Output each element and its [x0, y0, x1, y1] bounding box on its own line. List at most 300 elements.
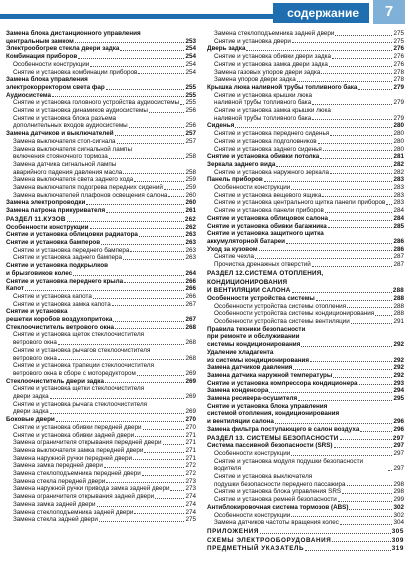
toc-page-number: 254 [185, 45, 196, 53]
toc-entry [207, 122, 404, 130]
toc-entry [207, 246, 404, 254]
toc-page-number: 276 [393, 60, 404, 68]
dot-leader [333, 377, 392, 378]
dot-leader [50, 398, 185, 399]
toc-entry-title: двери задка [13, 393, 49, 401]
toc-entry-title: Замена фильтра поступающего в салон воздуха [207, 425, 360, 433]
toc-entry-title: Снятие и установка переднего крыла [6, 277, 124, 285]
toc-entry [207, 215, 404, 223]
dot-leader [322, 196, 392, 197]
toc-entry-title: Замена выключателя подогрева передних сидений [13, 184, 163, 192]
toc-entry-title: Замена наружной ручки привода замка задней двери [13, 485, 170, 493]
dot-leader [298, 400, 392, 401]
toc-entry-title: Замена замка задней двери [13, 500, 96, 508]
toc-entry-title: Антиблокировочная система тормозов (ABS) [207, 503, 349, 511]
toc-entry-title: ветрового окна [13, 339, 57, 347]
dot-leader [328, 227, 393, 228]
dot-leader [56, 421, 185, 422]
toc-page-number: 297 [393, 442, 404, 450]
toc-entry-title: РАЗДЕЛ 13. СИСТЕМЫ БЕЗОПАСНОСТИ [207, 434, 339, 442]
toc-entry-title: Снятие чехла [214, 253, 255, 261]
toc-page-number: 255 [185, 83, 196, 91]
dot-leader [312, 104, 392, 105]
toc-entry [6, 138, 196, 146]
toc-entry [6, 207, 196, 215]
dot-leader [330, 173, 392, 174]
dot-leader [143, 429, 185, 430]
toc-entry [207, 364, 404, 372]
dot-leader [120, 50, 184, 51]
toc-page-number: 275 [185, 516, 196, 524]
dot-leader [260, 533, 391, 534]
toc-entry [207, 537, 404, 545]
toc-page-number: 271 [185, 431, 196, 439]
toc-entry [6, 53, 196, 61]
toc-entry-title: Дверь задка [207, 45, 246, 53]
toc-page-number: 259 [185, 184, 196, 192]
toc-entry-title: Снятие и установка щетки стеклоочистителя [13, 385, 145, 393]
toc-entry [6, 308, 196, 316]
dot-leader [292, 292, 392, 293]
dot-leader [115, 135, 185, 136]
toc-entry [6, 378, 196, 386]
toc-entry-title: Особенности конструкции [6, 223, 89, 231]
toc-entry-title: Снятие и установка блока управления SRS [214, 488, 342, 496]
toc-page-number: 284 [393, 207, 404, 215]
toc-entry-title: Замена стекла передней двери [13, 477, 106, 485]
toc-entry [207, 270, 404, 278]
dot-leader [170, 490, 184, 491]
toc-entry-title: Снятие и установка головного устройства аудиосистемы [13, 99, 180, 107]
toc-entry-title: наливной трубы топливного бака [214, 99, 312, 107]
toc-entry-title: Снятие и установка модуля подушки безопасности водителя [214, 457, 364, 473]
dot-leader [264, 181, 393, 182]
toc-entry-title: Замена ресивера-осушителя [207, 395, 298, 403]
toc-entry-title: Комбинация приборов [6, 53, 78, 61]
page-header [0, 0, 409, 24]
toc-entry [6, 493, 196, 501]
toc-entry [6, 84, 196, 92]
toc-page-number: 254 [185, 68, 196, 76]
toc-page-number: 269 [185, 369, 196, 377]
toc-entry [6, 130, 196, 138]
dot-leader [335, 35, 392, 36]
toc-page-number: 280 [393, 122, 404, 130]
toc-entry [6, 262, 196, 270]
toc-entry-title: Снятие и установка обивки передней двери [13, 423, 142, 431]
toc-page-number: 288 [392, 287, 404, 295]
toc-entry [6, 122, 196, 130]
toc-entry [6, 293, 196, 301]
dot-leader [338, 501, 393, 502]
dot-leader [235, 127, 392, 128]
toc-entry-title: Замена датчиков частоты вращения колес [214, 519, 339, 527]
toc-entry [207, 450, 404, 458]
toc-entry-title: Замена датчика сигнальной лампы [13, 160, 117, 168]
dot-leader [342, 493, 392, 494]
toc-entry-title: Снятие и установка комбинации приборов [13, 68, 138, 76]
toc-entry-title: Замена выключателя замка передней двери [13, 446, 144, 454]
toc-entry-title: Замена ограничителя открывания передней двери [13, 439, 162, 447]
toc-entry [6, 401, 196, 409]
toc-entry-title: из системы кондиционирования [207, 356, 310, 364]
toc-page-number: 282 [393, 160, 404, 168]
dot-leader [129, 127, 185, 128]
toc-page-number: 268 [185, 323, 196, 331]
toc-page-number: 292 [393, 356, 404, 364]
toc-entry [6, 408, 196, 416]
toc-entry [6, 370, 196, 378]
toc-entry [6, 115, 196, 123]
toc-entry [207, 496, 404, 504]
toc-entry [207, 61, 404, 69]
toc-page-number: 302 [393, 503, 404, 511]
toc-page-number: 260 [185, 191, 196, 199]
toc-page-number: 282 [393, 168, 404, 176]
toc-entry [207, 341, 404, 349]
dot-leader [106, 212, 184, 213]
toc-entry-title: Особенности конструкции [13, 60, 90, 68]
toc-entry-title: Капот [6, 285, 24, 293]
dot-leader [334, 447, 393, 448]
toc-entry-title: аккумуляторной батареи [207, 237, 286, 245]
toc-page-number: 269 [185, 377, 196, 385]
toc-entry-title: включения стояночного тормоза [13, 153, 108, 161]
dot-leader [155, 498, 184, 499]
toc-entry [6, 161, 196, 169]
dot-leader [329, 66, 393, 67]
toc-entry-title: решетки коробов воздухопритока [6, 316, 113, 324]
toc-entry-title: Снятие и установка рычага стеклоочистителя [13, 400, 148, 408]
toc-entry-title: Уход за кузовом [207, 245, 258, 253]
toc-page-number: 273 [185, 477, 196, 485]
toc-entry-title: Снятие и установка капота [13, 292, 92, 300]
toc-page-number: 280 [393, 137, 404, 145]
toc-page-number: 271 [185, 446, 196, 454]
page-number: 7 [373, 0, 405, 24]
toc-entry [6, 199, 196, 207]
toc-page-number: 274 [185, 500, 196, 508]
toc-entry-title: Снятие и установка центрального щитка панели приборов [214, 199, 386, 207]
toc-entry-title: Электрообогрев стекла двери задка [6, 45, 120, 53]
dot-leader [97, 506, 185, 507]
toc-entry [6, 146, 196, 154]
dot-leader [86, 204, 184, 205]
toc-page-number: 273 [185, 485, 196, 493]
toc-entry-title: Снятие и установка обивки багажника [207, 222, 327, 230]
toc-page-number: 295 [393, 395, 404, 403]
dot-leader [99, 521, 185, 522]
toc-entry-title: двери задка [13, 408, 49, 416]
dot-leader [134, 181, 184, 182]
toc-page-number: 263 [185, 231, 196, 239]
toc-entry [6, 285, 196, 293]
toc-entry [6, 45, 196, 53]
dot-leader [332, 541, 390, 542]
toc-page-number: 257 [185, 137, 196, 145]
toc-page-number: 269 [185, 408, 196, 416]
dot-leader [340, 524, 393, 525]
toc-page-number: 283 [393, 184, 404, 192]
dot-leader [286, 243, 392, 244]
toc-entry-title: Снятие и установка ремней безопасности [214, 496, 337, 504]
toc-page-number: 288 [393, 310, 404, 318]
toc-entry-title: Снятие и установка защитного щитка [207, 230, 324, 238]
toc-entry [207, 380, 404, 388]
dot-leader [75, 42, 185, 43]
toc-entry [207, 30, 404, 38]
toc-entry-title: Стеклоочиститель двери задка [6, 377, 104, 385]
toc-entry [6, 239, 196, 247]
dot-leader [305, 550, 391, 551]
toc-page-number: 283 [393, 191, 404, 199]
dot-leader [164, 189, 185, 190]
toc-entry [207, 99, 404, 107]
toc-page-number: 271 [185, 454, 196, 462]
toc-entry-title: Снятие и установка компрессора кондиционера [207, 379, 358, 387]
header-title: содержание [273, 3, 369, 23]
toc-entry-title: Снятие и установка замка двери задка [214, 60, 328, 68]
dot-leader [360, 431, 392, 432]
toc-entry-title: Замена патрона прикуривателя [6, 207, 106, 215]
toc-entry-title: Снятие и установка обивки задней двери [13, 431, 135, 439]
toc-entry-title: Особенности устройства системы вентиляции [214, 318, 350, 326]
toc-page-number: 256 [185, 122, 196, 130]
dot-leader [329, 220, 392, 221]
toc-entry-title: Снятие и установка динамиков аудиосистемы [13, 107, 148, 115]
dot-leader [351, 323, 393, 324]
dot-leader [25, 290, 184, 291]
dot-leader [104, 467, 185, 468]
toc-entry [207, 69, 404, 77]
dot-leader [246, 50, 392, 51]
toc-entry-title: наливной трубы топливного бака [214, 114, 312, 122]
toc-entry [207, 261, 404, 269]
toc-entry-title: центральным замком [6, 37, 74, 45]
toc-page-number: 268 [185, 354, 196, 362]
toc-entry-title: Замена датчиков давления [207, 364, 293, 372]
toc-entry-title: Удаление хладагента [207, 348, 274, 356]
toc-page-number: 279 [393, 99, 404, 107]
toc-entry [207, 387, 404, 395]
toc-page-number: 302 [393, 511, 404, 519]
toc-entry-title: ветрового окна в сборе с моторедуктором [13, 369, 136, 377]
toc-entry-title: Особенности конструкции [214, 449, 291, 457]
toc-entry [207, 295, 404, 303]
toc-entry [207, 519, 404, 527]
toc-entry-title: Снятие и установка заднего бампера [13, 254, 123, 262]
dot-leader [106, 482, 184, 483]
dot-leader [142, 475, 185, 476]
toc-entry-title: электрокорректором света фар [6, 83, 105, 91]
toc-entry [207, 357, 404, 365]
dot-leader [50, 413, 185, 414]
toc-page-number: 263 [185, 238, 196, 246]
toc-page-number: 279 [393, 83, 404, 91]
dot-leader [149, 112, 185, 113]
toc-entry-title: Прочистка дренажных отверстий [214, 261, 311, 269]
toc-entry-title: при ремонте и обслуживании [207, 333, 300, 341]
toc-entry [207, 287, 404, 295]
toc-entry [207, 310, 404, 318]
toc-entry-title: ПРИЛОЖЕНИЯ [207, 528, 259, 535]
dot-leader [133, 459, 184, 460]
dot-leader [101, 244, 184, 245]
toc-entry [6, 324, 196, 332]
toc-entry [207, 223, 404, 231]
dot-leader [359, 384, 393, 385]
toc-page-number: 297 [393, 449, 404, 457]
toc-entry-title: и брызговиков колес [6, 269, 73, 277]
toc-entry-title: подушки безопасности переднего пассажира [214, 480, 346, 488]
toc-entry [6, 216, 196, 224]
dot-leader [117, 143, 185, 144]
toc-entry-title: Замена выключателя стоп-сигнала [13, 137, 116, 145]
toc-entry-title: Снятие и установка двери [214, 37, 291, 45]
toc-entry [6, 462, 196, 470]
toc-entry-title: Замена датчика наружной температуры [207, 371, 333, 379]
toc-entry [207, 53, 404, 61]
dot-leader [73, 275, 184, 276]
toc-entry-title: Система пассивной безопасности (SRS) [207, 442, 333, 450]
toc-entry [6, 192, 196, 200]
toc-page-number: 261 [185, 207, 196, 215]
toc-entry-title: РАЗДЕЛ 11.КУЗОВ [6, 215, 66, 223]
toc-entry [207, 130, 404, 138]
dot-leader [139, 236, 185, 237]
toc-entry-title: Замена стекла задней двери [13, 516, 98, 524]
toc-entry-title: Особенности устройства системы кондиционирования [214, 310, 375, 318]
toc-page-number: 262 [184, 215, 196, 223]
dot-leader [123, 173, 184, 174]
toc-entry [207, 442, 404, 450]
toc-entry-title: Крышка люка наливной трубы топливного бака [207, 83, 358, 91]
toc-entry [6, 316, 196, 324]
toc-entry-title: Замена выключателей плафонов освещения салона [13, 191, 168, 199]
toc-page-number: 283 [393, 176, 404, 184]
toc-page-number: 279 [393, 114, 404, 122]
toc-entry-title: Замена стеклоподъемника передней двери [13, 470, 141, 478]
toc-entry-title: Снятие и установка подкрылков [6, 262, 108, 270]
toc-entry [6, 254, 196, 262]
toc-page-number: 267 [185, 316, 196, 324]
toc-entry-title: Замена выключателя света заднего хода [13, 176, 134, 184]
dot-leader [123, 259, 184, 260]
dot-leader [318, 143, 393, 144]
toc-entry-title: Снятие и установка заднего сиденья [214, 145, 322, 153]
toc-entry-title: Снятие и установка замка крышки люка [214, 107, 331, 115]
dot-leader [124, 282, 184, 283]
dot-leader [93, 298, 185, 299]
toc-entry-title: Снятие и установка обивки двери задка [214, 53, 332, 61]
toc-entry [207, 176, 404, 184]
toc-page-number: 278 [393, 76, 404, 84]
toc-entry-title: Особенности конструкции [214, 511, 291, 519]
toc-page-number: 266 [185, 277, 196, 285]
toc-entry-title: Снятие и установка облицовки радиатора [6, 231, 138, 239]
toc-page-number: 272 [185, 470, 196, 478]
dot-leader [105, 382, 185, 383]
dot-leader [269, 392, 392, 393]
toc-entry-title: Особенности устройства системы [207, 294, 315, 302]
toc-entry [207, 138, 404, 146]
dot-leader [78, 58, 184, 59]
toc-page-number: 291 [393, 318, 404, 326]
toc-page-number: 272 [185, 462, 196, 470]
toc-entry-title: Замена ограничителя открывания задней двери [13, 493, 155, 501]
toc-entry [207, 161, 404, 169]
toc-entry-title: Снятие и установка выключателя [214, 473, 313, 481]
dot-leader [163, 444, 185, 445]
dot-leader [358, 89, 392, 90]
toc-entry-title: Снятие и установка рычагов стеклоочистителя [13, 346, 151, 354]
toc-entry-title: Снятие и установка наружного зеркала [214, 168, 329, 176]
toc-entry-title: Замена выключателя сигнальной лампы [13, 145, 132, 153]
dot-leader [316, 300, 393, 301]
toc-entry-title: Замена блока дистанционного управления [6, 30, 141, 37]
toc-entry-title: Замена газовых упоров двери задка [214, 68, 321, 76]
dot-leader [115, 328, 184, 329]
toc-entry-title: Снятие и установка [6, 308, 68, 316]
toc-entry [6, 176, 196, 184]
dot-leader [259, 250, 393, 251]
toc-page-number: 292 [393, 371, 404, 379]
dot-leader [386, 204, 392, 205]
toc-page-number: 286 [393, 237, 404, 245]
toc-page-number: 292 [393, 341, 404, 349]
dot-leader [180, 104, 184, 105]
toc-page-number: 276 [393, 53, 404, 61]
toc-page-number: 266 [185, 285, 196, 293]
toc-entry [207, 333, 404, 341]
dot-leader [388, 470, 392, 471]
toc-page-number: 271 [185, 439, 196, 447]
toc-entry [207, 349, 404, 357]
toc-entry [6, 501, 196, 509]
toc-entry [6, 339, 196, 347]
toc-entry [6, 61, 196, 69]
toc-page-number: 254 [185, 60, 196, 68]
toc-entry-title: Снятие и установка подголовников [214, 137, 317, 145]
toc-entry-title: Снятие и установка обивки потолка [207, 153, 320, 161]
toc-entry [207, 107, 404, 115]
toc-left-column [6, 30, 196, 524]
toc-entry-title: Снятие и установка блока управления [207, 402, 328, 410]
toc-entry [6, 30, 196, 38]
dot-leader [276, 166, 392, 167]
toc-entry-title: Замена датчиков и выключателей [6, 130, 114, 138]
toc-entry [207, 504, 404, 512]
toc-entry [207, 207, 404, 215]
toc-page-number: 269 [185, 393, 196, 401]
dot-leader [112, 305, 185, 306]
toc-page-number: 309 [391, 536, 404, 544]
toc-page-number: 255 [185, 91, 196, 99]
dot-leader [144, 452, 184, 453]
toc-entry [6, 184, 196, 192]
toc-page-number: 294 [393, 387, 404, 395]
toc-page-number: 288 [393, 302, 404, 310]
toc-page-number: 260 [185, 199, 196, 207]
dot-leader [347, 307, 392, 308]
toc-page-number: 299 [393, 496, 404, 504]
toc-entry [6, 470, 196, 478]
toc-page-number: 275 [393, 30, 404, 37]
toc-entry-title: Снятие и установка крышки люка [214, 91, 313, 99]
toc-entry [207, 238, 404, 246]
toc-page-number: 258 [185, 168, 196, 176]
toc-entry [207, 426, 404, 434]
